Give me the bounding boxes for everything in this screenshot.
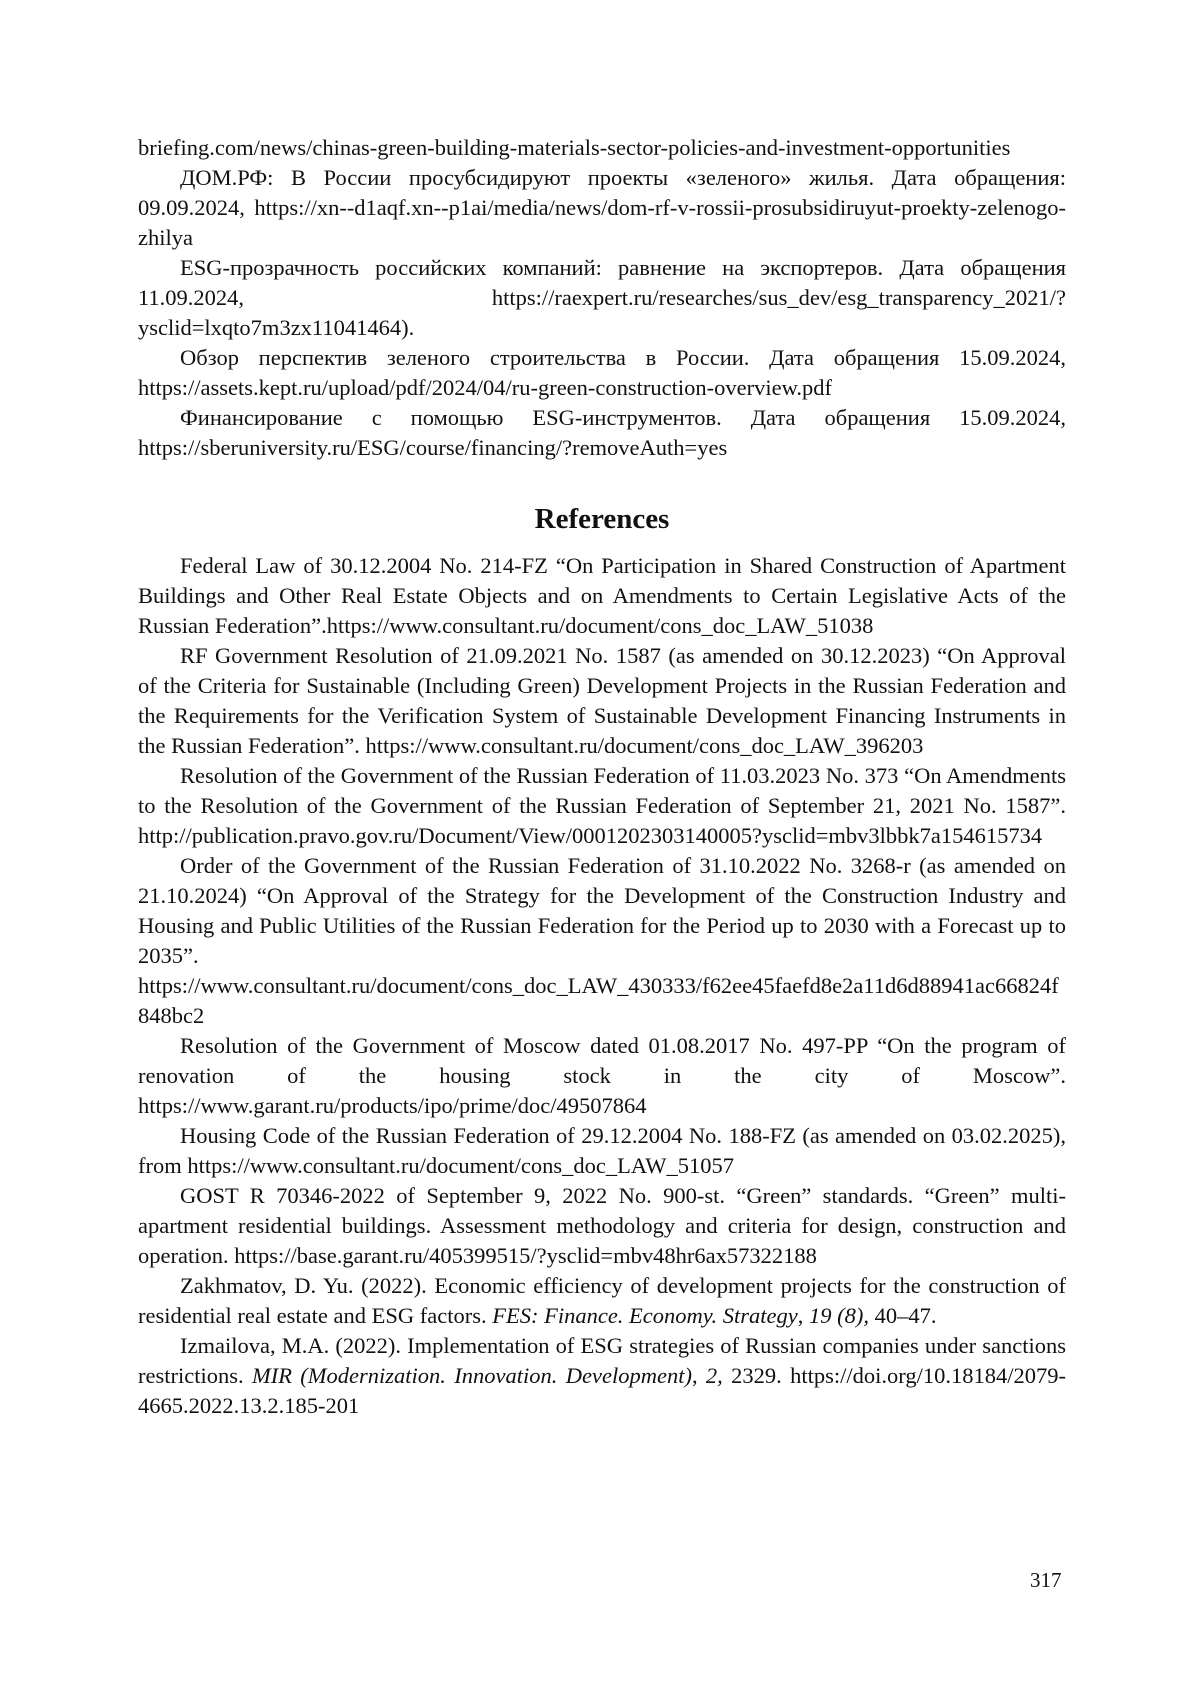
ref-izmailova	[138, 1331, 1066, 1421]
ref-rf-resolution-1587: RF Government Resolution of 21.09.2021 No. 1587 (as amended on 30.12.2023) “On Approval of the Criteria for Sustainable (Including Green) Development Projects in the Russian Federation and the Requirements for the Verification System of Sustainable Development Financing Instruments in the Russian Federation”. https://www.consultant.ru/document/cons_doc_LAW_396203	[138, 643, 1066, 758]
ref-housing-code: Housing Code of the Russian Federation of 29.12.2004 No. 188-FZ (as amended on 03.02.2025), from https://www.consultant.ru/document/cons_doc_LAW_51057	[138, 1123, 1066, 1178]
ref-russian-1-continuation: briefing.com/news/chinas-green-building-materials-sector-policies-and-investment-opportunities	[138, 135, 1011, 160]
ref-izmailova-volume: 2,	[705, 1363, 723, 1388]
ref-russian-green-construction-overview: Обзор перспектив зеленого строительства в России. Дата обращения 15.09.2024, https://assets.kept.ru/upload/pdf/2024/04/ru-green-construction-overview.pdf	[138, 345, 1066, 400]
page-number: 317	[1030, 1568, 1062, 1592]
ref-gost-r-70346: GOST R 70346-2022 of September 9, 2022 No. 900-st. “Green” standards. “Green” multi-apartment residential buildings. Assessment methodology and criteria for design, construction and operation. https://base.garant.ru/405399515/?ysclid=mbv48hr6ax57322188	[138, 1183, 1066, 1268]
ref-zakhmatov-journal: FES: Finance. Economy. Strategy	[492, 1303, 798, 1328]
page-body	[138, 133, 1066, 1421]
references-heading: References	[534, 503, 670, 535]
ref-zakhmatov-pages: 40–47.	[869, 1303, 937, 1328]
ref-russian-esg-financing: Финансирование с помощью ESG-инструментов. Дата обращения 15.09.2024, https://sberuniversity.ru/ESG/course/financing/?removeAuth=yes	[138, 405, 1066, 460]
ref-resolution-373: Resolution of the Government of the Russian Federation of 11.03.2023 No. 373 “On Amendments to the Resolution of the Government of the Russian Federation of September 21, 2021 No. 1587”. http://publication.pravo.gov.ru/Document/View/0001202303140005?ysclid=mbv3lbbk7a154615734	[138, 763, 1066, 848]
ref-zakhmatov-volume: 19 (8),	[809, 1303, 870, 1328]
ref-zakhmatov-text: Zakhmatov, D. Yu. (2022). Economic efficiency of development projects for the construction of residential real estate and ESG factors.	[138, 1273, 1066, 1328]
ref-izmailova-text: Izmailova, M.A. (2022). Implementation of ESG strategies of Russian companies under sanctions restrictions.	[138, 1333, 1066, 1388]
ref-moscow-resolution-497pp: Resolution of the Government of Moscow dated 01.08.2017 No. 497-PP “On the program of renovation of the housing stock in the city of Moscow”. https://www.garant.ru/products/ipo/prime/doc/49507864	[138, 1033, 1066, 1118]
ref-zakhmatov-separator: ,	[797, 1303, 810, 1328]
ref-izmailova-journal: MIR (Modernization. Innovation. Development)	[251, 1363, 692, 1388]
ref-izmailova-separator: ,	[691, 1363, 706, 1388]
ref-zakhmatov	[138, 1271, 1066, 1331]
ref-izmailova-doi: 2329. https://doi.org/10.18184/2079-4665.2022.13.2.185-201	[138, 1363, 1066, 1418]
ref-federal-law-214fz: Federal Law of 30.12.2004 No. 214-FZ “On Participation in Shared Construction of Apartment Buildings and Other Real Estate Objects and on Amendments to Certain Legislative Acts of the Russian Federation”.https://www.consultant.ru/document/cons_doc_LAW_51038	[138, 553, 1066, 638]
ref-russian-domrf: ДОМ.РФ: В России просубсидируют проекты «зеленого» жилья. Дата обращения: 09.09.2024, https://xn--d1aqf.xn--p1ai/media/news/dom-rf-v-rossii-prosubsidiruyut-proekty-zelenogo-zhilya	[138, 165, 1066, 250]
ref-russian-esg-transparency: ESG-прозрачность российских компаний: равнение на экспортеров. Дата обращения 11.09.2024, https://raexpert.ru/researches/sus_dev/esg_transparency_2021/?ysclid=lxqto7m3zx11041464).	[138, 255, 1066, 340]
ref-order-3268r: Order of the Government of the Russian Federation of 31.10.2022 No. 3268-r (as amended on 21.10.2024) “On Approval of the Strategy for the Development of the Construction Industry and Housing and Public Utilities of the Russian Federation for the Period up to 2030 with a Forecast up to 2035”. https://www.consultant.ru/document/cons_doc_LAW_430333/f62ee45faefd8e2a11d6d88941ac66824f848bc2	[138, 853, 1066, 1028]
